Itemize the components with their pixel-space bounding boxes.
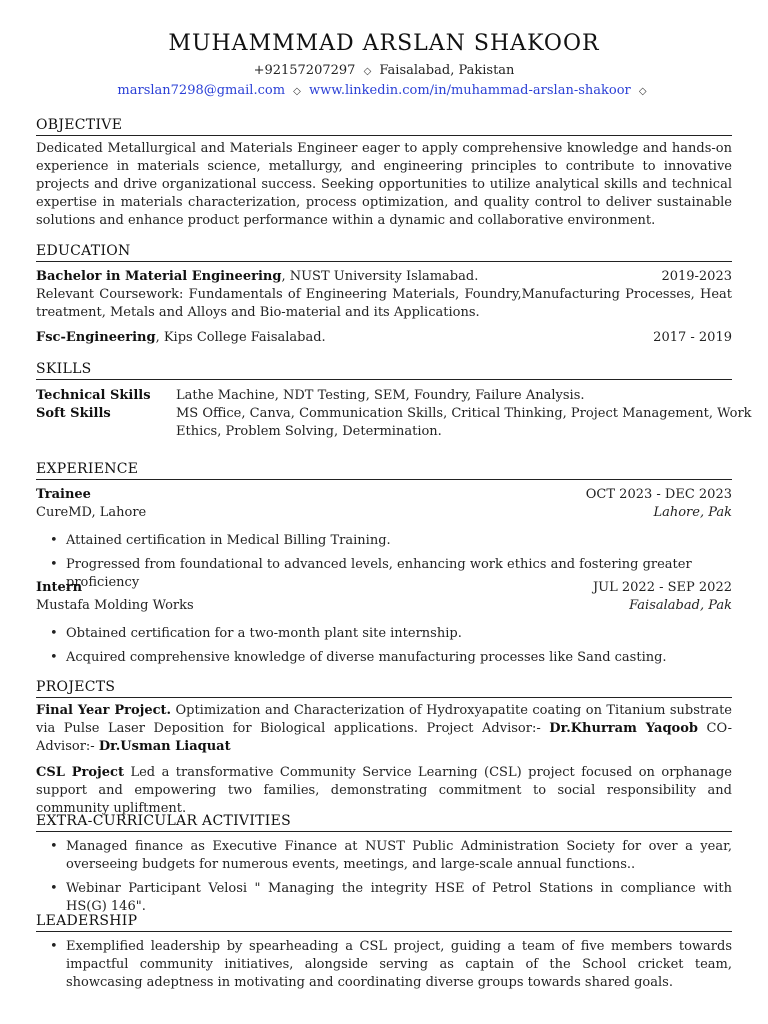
section-heading-objective: OBJECTIVE <box>36 116 732 136</box>
section-heading-skills: SKILLS <box>36 360 732 380</box>
email-link[interactable]: marslan7298@gmail.com <box>117 83 286 98</box>
project-co-advisor: Dr.Usman Liaquat <box>98 739 231 754</box>
co-advisor-label: CO-Advisor:- <box>36 721 732 754</box>
degree-name: Fsc-Engineering <box>36 330 156 345</box>
list-item: • Managed finance as Executive Finance at NUST Public Administration Society for over a year, overseeing budgets for numerous events, meetings, and large-scale annual functions.. <box>36 838 732 874</box>
project-final-year <box>36 702 732 756</box>
list-item: • Acquired comprehensive knowledge of diverse manufacturing processes like Sand casting. <box>36 649 732 667</box>
list-item: • Exemplified leadership by spearheading a CSL project, guiding a team of five members towards impactful community initiatives, alongside serving as captain of the School cricket team, showcasing adeptness in motivating and coordinating diverse groups towards shared goals. <box>36 938 732 992</box>
project-description: Led a transformative Community Service Learning (CSL) project focused on orphanage support and empowering two families, demonstrating commitment to social responsibility and community upliftment. <box>36 765 732 816</box>
job-location: Faisalabad, Pak <box>629 598 732 613</box>
section-heading-experience: EXPERIENCE <box>36 460 732 480</box>
contact-line-1 <box>0 62 768 81</box>
job-role: Intern <box>36 580 83 595</box>
diamond-separator-icon: ◇ <box>363 66 372 77</box>
job-dates: JUL 2022 - SEP 2022 <box>592 580 732 595</box>
project-name: Final Year Project. <box>36 703 172 718</box>
education-dates: 2019-2023 <box>661 269 732 284</box>
extracurricular-list <box>36 838 732 916</box>
job-entry <box>36 486 732 592</box>
section-heading-extracurricular: EXTRA-CURRICULAR ACTIVITIES <box>36 812 732 832</box>
section-heading-projects: PROJECTS <box>36 678 732 698</box>
diamond-separator-icon: ◇ <box>638 86 647 97</box>
job-dates: OCT 2023 - DEC 2023 <box>585 487 732 502</box>
institution: , NUST University Islamabad. <box>281 269 479 284</box>
education-dates: 2017 - 2019 <box>653 330 732 345</box>
job-role: Trainee <box>36 487 91 502</box>
diamond-separator-icon: ◇ <box>293 86 301 97</box>
leadership-list <box>36 938 732 992</box>
list-item: • Obtained certification for a two-month plant site internship. <box>36 625 732 643</box>
section-heading-leadership: LEADERSHIP <box>36 912 732 932</box>
job-company: CureMD, Lahore <box>36 505 147 520</box>
relevant-coursework: Relevant Coursework: Fundamentals of Engineering Materials, Foundry,Manufacturing Processes, Heat treatment, Metals and Alloys and Bio-material and its Applications. <box>36 287 732 320</box>
list-item: • Progressed from foundational to advanced levels, enhancing work ethics and fostering greater proficiency <box>36 556 732 592</box>
list-item: • Attained certification in Medical Billing Training. <box>36 532 732 550</box>
job-company: Mustafa Molding Works <box>36 598 194 613</box>
objective-text: Dedicated Metallurgical and Materials Engineer eager to apply comprehensive knowledge and hands-on experience in materials science, metallurgy, and engineering principles to contribute to innovative projects and drive organizational success. Seeking opportunities to utilize analytical skills and technical expertise in materials characterization, process optimization, and quality control to deliver sustainable solutions and enhance product performance within a dynamic and collaborative environment. <box>36 141 732 228</box>
section-heading-education: EDUCATION <box>36 242 732 262</box>
degree-name: Bachelor in Material Engineering <box>36 269 282 284</box>
job-location: Lahore, Pak <box>653 505 732 520</box>
skill-row <box>36 405 752 441</box>
list-item: • Webinar Participant Velosi " Managing the integrity HSE of Petrol Stations in compliance with HS(G) 146". <box>36 880 732 916</box>
project-description: Optimization and Characterization of Hydroxyapatite coating on Titanium substrate via Pulse Laser Deposition for Biological applications. Project Advisor:- <box>36 703 732 736</box>
skill-value: Lathe Machine, NDT Testing, SEM, Foundry, Failure Analysis. <box>176 388 585 403</box>
linkedin-link[interactable]: www.linkedin.com/in/muhammad-arslan-shakoor <box>309 83 631 98</box>
skill-value: MS Office, Canva, Communication Skills, Critical Thinking, Project Management, Work Ethics, Problem Solving, Determination. <box>176 406 752 439</box>
project-csl <box>36 764 732 818</box>
phone-number: +92157207297 <box>253 63 356 78</box>
project-advisor: Dr.Khurram Yaqoob <box>549 721 698 736</box>
education-entry <box>36 268 732 322</box>
skill-label: Technical Skills <box>36 388 151 403</box>
skill-label: Soft Skills <box>36 406 111 421</box>
job-entry <box>36 579 732 667</box>
institution: , Kips College Faisalabad. <box>155 330 326 345</box>
project-name: CSL Project <box>36 765 124 780</box>
location: Faisalabad, Pakistan <box>379 63 515 78</box>
skill-row <box>36 387 732 405</box>
education-entry <box>36 329 732 347</box>
contact-line-2 <box>0 82 768 101</box>
skills-table <box>36 387 752 441</box>
candidate-name: MUHAMMMAD ARSLAN SHAKOOR <box>168 31 600 56</box>
